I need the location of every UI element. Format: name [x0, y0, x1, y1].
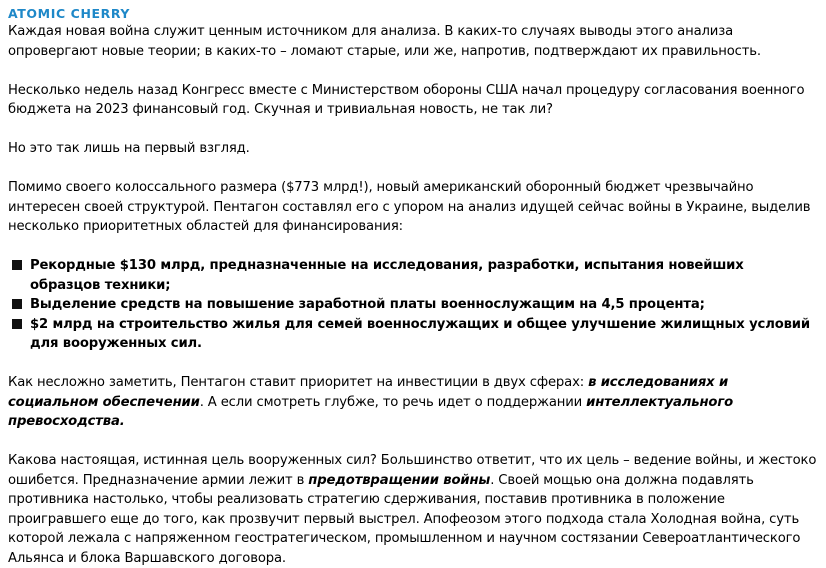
paragraph-purpose — [8, 451, 818, 568]
black-square-icon — [12, 319, 22, 329]
list-item-text: Рекордные $130 млрд, предназначенные на исследования, разработки, испытания новейших образцов техники; — [30, 258, 744, 293]
emphasis-superiority: интеллектуального превосходства. — [8, 394, 733, 429]
paragraph-structure: Помимо своего колоссального размера ($773 млрд!), новый американский оборонный бюджет чрезвычайно интересен своей структурой. Пентагон составлял его с упором на анализ идущей сейчас войны в Украине, выделив несколько приоритетных областей для финансирования: — [8, 180, 811, 234]
list-item — [8, 295, 818, 315]
emphasis-prevention: предотвращении войны — [308, 472, 491, 488]
channel-name[interactable]: ATOMIC CHERRY — [8, 6, 131, 21]
emphasis-research: в исследованиях и социальном обеспечении — [8, 375, 729, 410]
message-text — [8, 22, 818, 568]
list-item — [8, 315, 818, 354]
paragraph-priorities — [8, 373, 818, 432]
paragraph-intro: Каждая новая война служит ценным источником для анализа. В каких-то случаях выводы этого анализа опровергают новые теории; в каких-то – ломают старые, или же, напротив, подтверждают их правильность. — [8, 24, 761, 59]
black-square-icon — [12, 260, 22, 270]
text-segment: . А если смотреть глубже, то речь идет о поддержании — [199, 394, 587, 410]
list-item — [8, 256, 818, 295]
text-segment: . Своей мощью она должна подавлять противника настолько, чтобы реализовать стратегию сдерживания, поставив противника в положение проигравшего еще до того, как прозвучит первый выстрел. Апофеозом этого подхода стала Холодная война, суть которой лежала с напряженном геостратегическом, промышленном и научном состязании Североатлантического Альянса и блока Варшавского договора. — [8, 472, 801, 566]
list-item-text: Выделение средств на повышение заработной платы военнослужащим на 4,5 процента; — [30, 297, 705, 312]
list-item-text: $2 млрд на строительство жилья для семей военнослужащих и общее улучшение жилищных условий для вооруженных сил. — [30, 316, 810, 351]
text-segment: Какова настоящая, истинная цель вооруженных сил? Большинство ответит, что их цель – ведение войны, и жестоко ошибется. Предназначение армии лежит в — [8, 453, 817, 488]
paragraph-budget: Несколько недель назад Конгресс вместе с Министерством обороны США начал процедуру согласования военного бюджета на 2023 финансовый год. Скучная и тривиальная новость, не так ли? — [8, 82, 805, 117]
text-segment: Как несложно заметить, Пентагон ставит приоритет на инвестиции в двух сферах: — [8, 375, 589, 390]
paragraph-first-glance: Но это так лишь на первый взгляд. — [8, 141, 250, 156]
priority-list — [8, 256, 818, 354]
black-square-icon — [12, 299, 22, 309]
